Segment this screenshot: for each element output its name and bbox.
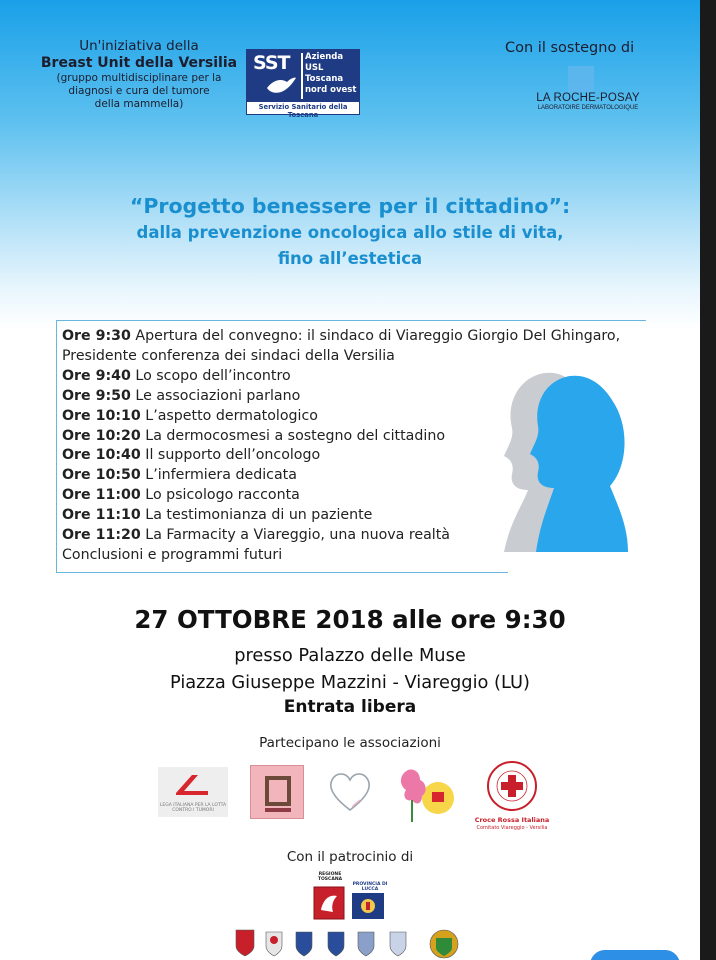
initiative-note-2: diagnosi e cura del tumore: [68, 85, 210, 97]
program-text: Presidente conferenza dei sindaci della Versilia: [62, 347, 395, 364]
title-line-3: fino all’estetica: [277, 249, 423, 268]
usl-azienda-text: [305, 52, 357, 96]
usl-azienda-4: nord ovest: [305, 85, 357, 95]
usl-azienda-1: Azienda: [305, 52, 344, 62]
lilt-logo: [158, 767, 228, 817]
program-text: La testimonianza di un paziente: [140, 507, 373, 524]
program-text: La Farmacity a Viareggio, una nuova realtà: [140, 527, 450, 544]
provincia-lucca-crest-icon: [351, 892, 385, 920]
pink-logo-mark-icon: [251, 766, 305, 820]
initiative-block: [28, 38, 250, 111]
women-silhouette-icon: [500, 366, 630, 556]
sst-mark: SST: [253, 52, 290, 74]
program-text: Lo psicologo racconta: [140, 487, 300, 504]
usl-azienda-2: USL: [305, 63, 324, 73]
heart-association-logo-icon: [326, 770, 374, 814]
program-text: Lo scopo dell’incontro: [130, 367, 291, 384]
associations-label: Partecipano le associazioni: [259, 735, 441, 751]
usl-azienda-3: Toscana: [305, 74, 344, 84]
initiative-note-1: (gruppo multidisciplinare per la: [56, 72, 222, 84]
program-time: Ore 9:50: [62, 387, 131, 404]
patronage-label: Con il patrocinio di: [286, 849, 414, 865]
red-cross-name: Croce Rossa Italiana: [474, 816, 550, 824]
red-cross-logo-icon: [470, 760, 554, 816]
program-time: Ore 10:40: [62, 447, 141, 464]
title-line-2: dalla prevenzione oncologica allo stile di vita,: [136, 223, 564, 242]
floating-action-button[interactable]: [590, 950, 680, 960]
program-rule-bottom: [56, 572, 508, 573]
usl-logo: [246, 49, 360, 119]
program-text: Il supporto dell’oncologo: [140, 447, 321, 464]
event-address: Piazza Giuseppe Mazzini - Viareggio (LU): [170, 672, 530, 693]
dove-icon: [265, 74, 297, 98]
program-rule-top: [56, 320, 646, 321]
program-text: L’aspetto dermatologico: [140, 407, 318, 424]
region-label: REGIONE TOSCANA: [317, 872, 343, 882]
initiative-note-3: della mammella): [94, 98, 184, 110]
program-text: L’infermiera dedicata: [140, 467, 297, 484]
sponsor-subtitle: LABORATOIRE DERMATOLOGIQUE: [537, 105, 639, 111]
municipal-crests-icon: [232, 926, 468, 960]
program-time: Ore 11:20: [62, 527, 141, 544]
program-item: [62, 347, 642, 367]
program-time: Ore 11:00: [62, 487, 141, 504]
program-time: Ore 10:10: [62, 407, 141, 424]
program-text: Le associazioni parlano: [130, 387, 301, 404]
usl-logo-divider: [301, 53, 303, 99]
regione-toscana-crest-icon: [313, 886, 345, 920]
program-rule-left: [56, 320, 57, 573]
flower-association-logo-icon: [392, 764, 458, 824]
usl-service-label: Servizio Sanitario della Toscana: [258, 103, 348, 119]
program-time: Ore 11:10: [62, 507, 141, 524]
support-label: Con il sostegno di: [505, 40, 635, 56]
initiative-line: Un'iniziativa della: [79, 38, 199, 54]
initiative-org: Breast Unit della Versilia: [40, 55, 238, 71]
province-label: PROVINCIA DI LUCCA: [352, 882, 388, 892]
usl-logo-panel: [247, 50, 359, 102]
screen-edge: [700, 0, 716, 960]
event-place: [0, 642, 700, 696]
lilt-text: LEGA ITALIANA PER LA LOTTA CONTRO I TUMORI: [159, 803, 227, 813]
program-time: Ore 9:40: [62, 367, 131, 384]
program-text: Conclusioni e programmi futuri: [62, 546, 283, 563]
program-time: Ore 9:30: [62, 328, 131, 344]
program-time: Ore 10:20: [62, 427, 141, 444]
red-cross-subtitle: Comitato Viareggio - Versilia: [476, 825, 548, 831]
event-date: 27 OTTOBRE 2018 alle ore 9:30: [134, 605, 566, 634]
lilt-mark-icon: [158, 767, 228, 803]
program-text: Apertura del convegno: il sindaco di Viareggio Giorgio Del Ghingaro,: [130, 328, 621, 344]
title-line-1: “Progetto benessere per il cittadino”:: [129, 194, 571, 218]
sponsor-name: LA ROCHE-POSAY: [536, 92, 640, 104]
sponsor-logo-mark: [568, 66, 594, 92]
program-text: La dermocosmesi a sostegno del cittadino: [140, 427, 445, 444]
entry-note: Entrata libera: [283, 697, 417, 717]
event-venue: presso Palazzo delle Muse: [234, 645, 466, 666]
program-item: [62, 327, 642, 347]
pink-association-logo: [250, 765, 304, 819]
program-time: Ore 10:50: [62, 467, 141, 484]
event-title: [0, 192, 700, 272]
